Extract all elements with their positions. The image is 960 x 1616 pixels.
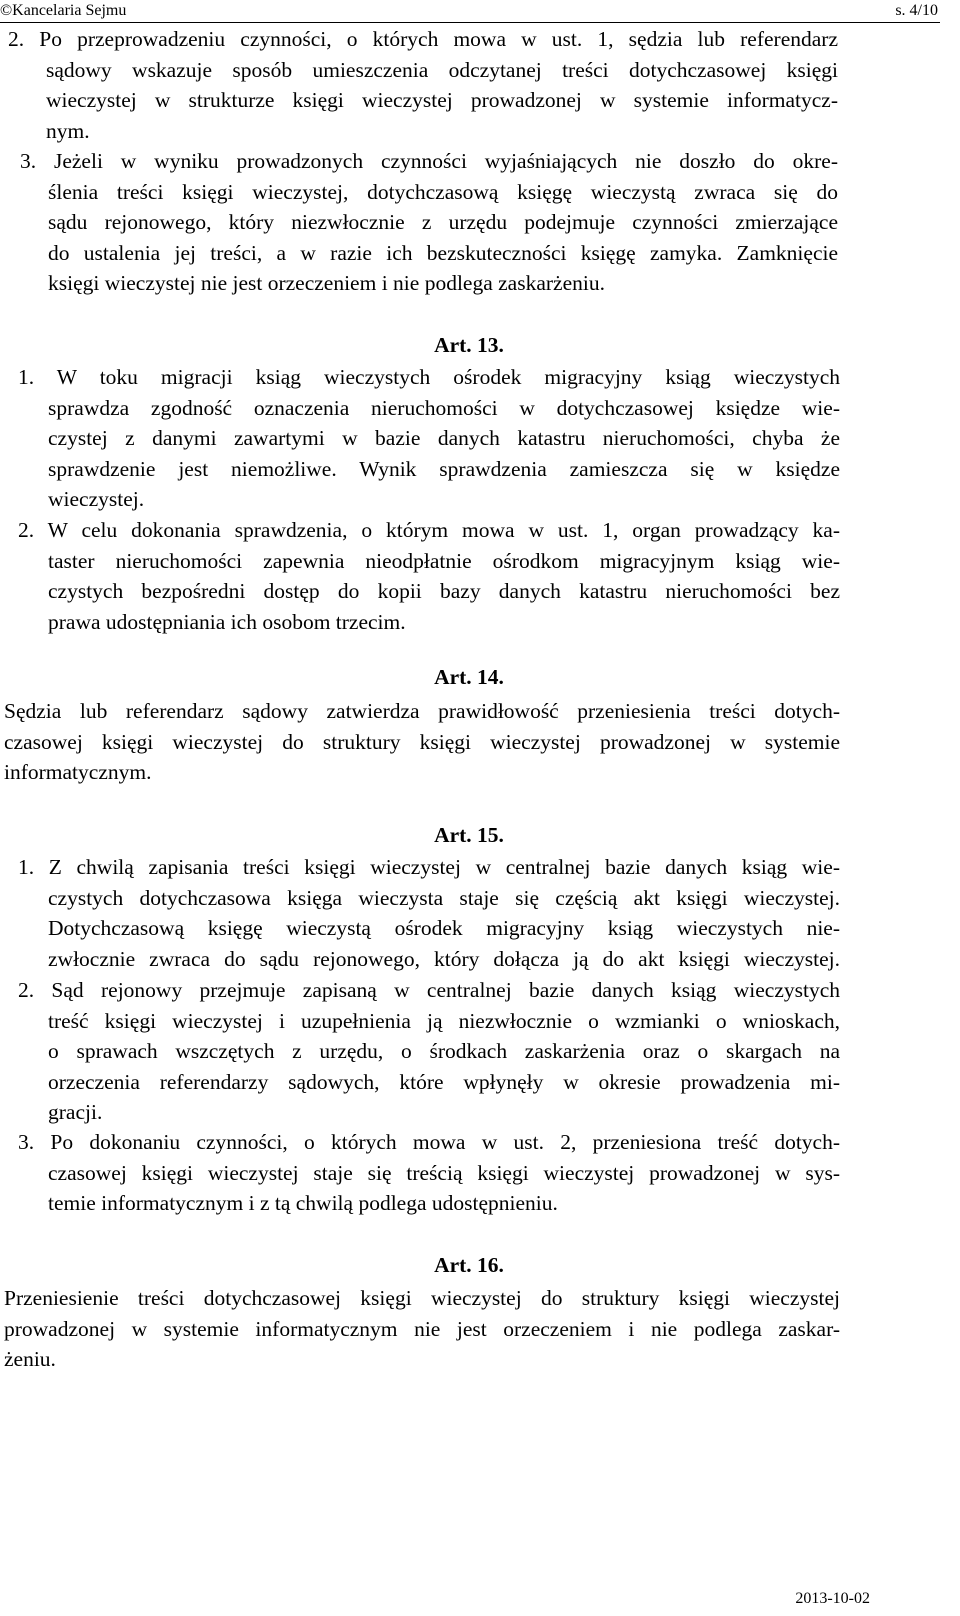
article-13-title: Art. 13. xyxy=(434,333,504,357)
text-line: wieczystej w strukturze księgi wieczystej prowadzonej w systemie informatycz- xyxy=(46,88,838,113)
text-line: żeniu. xyxy=(4,1347,56,1372)
text-line: 1. Z chwilą zapisania treści księgi wieczystej w centralnej bazie danych ksiąg wie- xyxy=(18,855,840,879)
text-line: do ustalenia jej treści, a w razie ich bezskuteczności księgę zamyka. Zamknięcie xyxy=(48,240,838,265)
text-line: temie informatycznym i z tą chwilą podlega udostępnieniu. xyxy=(48,1191,558,1216)
text-line: nym. xyxy=(46,118,90,143)
text-line: 2. W celu dokonania sprawdzenia, o którym mowa w ust. 1, organ prowadzący ka- xyxy=(18,518,840,542)
copyright-label: ©Kancelaria Sejmu xyxy=(0,2,127,19)
article-15-paragraph-3 xyxy=(18,1127,840,1219)
text-line: prowadzonej w systemie informatycznym nie jest orzeczeniem i nie podlega zaskar- xyxy=(4,1316,840,1341)
text-line: sądu rejonowego, który niezwłocznie z urzędu podejmuje czynności zmierzające xyxy=(48,210,838,235)
paragraph-2 xyxy=(8,24,838,146)
header-rule xyxy=(0,22,940,23)
text-line: czasowej księgi wieczystej do struktury księgi wieczystej prowadzonej w systemie xyxy=(4,729,840,754)
text-line: księgi wieczystej nie jest orzeczeniem i nie podlega zaskarżeniu. xyxy=(48,271,605,296)
text-line: taster nieruchomości zapewnia nieodpłatnie ośrodkom migracyjnym ksiąg wie- xyxy=(48,548,840,573)
text-line: zwłocznie zwraca do sądu rejonowego, który dołącza ją do akt księgi wieczystej. xyxy=(48,946,840,971)
article-16-title: Art. 16. xyxy=(434,1253,504,1277)
text-line: prawa udostępniania ich osobom trzecim. xyxy=(48,609,406,634)
article-14-paragraph xyxy=(4,696,840,788)
text-line: czystych dotychczasowa księga wieczysta staje się częścią akt księgi wieczystej. xyxy=(48,885,840,910)
text-line: sprawdza zgodność oznaczenia nieruchomości w dotychczasowej księdze wie- xyxy=(48,395,840,420)
text-line: Przeniesienie treści dotychczasowej księgi wieczystej do struktury księgi wieczystej xyxy=(4,1286,840,1310)
text-line: czystych bezpośredni dostęp do kopii bazy danych katastru nieruchomości bez xyxy=(48,579,840,604)
text-line: Dotychczasową księgę wieczystą ośrodek migracyjny ksiąg wieczystych nie- xyxy=(48,916,840,941)
text-line: ślenia treści księgi wieczystej, dotychczasową księgę wieczystą zwraca się do xyxy=(48,179,838,204)
text-line: informatycznym. xyxy=(4,760,152,785)
text-line: 3. Jeżeli w wyniku prowadzonych czynności wyjaśniających nie doszło do okre- xyxy=(20,149,838,173)
article-15-paragraph-2 xyxy=(18,975,840,1128)
article-13-paragraph-1 xyxy=(18,362,840,515)
article-15-paragraph-1 xyxy=(18,852,840,974)
text-line: o sprawach wszczętych z urzędu, o środkach zaskarżenia oraz o skargach na xyxy=(48,1039,840,1064)
text-line: 2. Sąd rejonowy przejmuje zapisaną w centralnej bazie danych ksiąg wieczystych xyxy=(18,978,840,1002)
text-line: orzeczenia referendarzy sądowych, które wpłynęły w okresie prowadzenia mi- xyxy=(48,1069,840,1094)
text-line: 3. Po dokonaniu czynności, o których mowa w ust. 2, przeniesiona treść dotych- xyxy=(18,1130,840,1154)
article-15-title: Art. 15. xyxy=(434,823,504,847)
page-header xyxy=(0,2,960,22)
page-number: s. 4/10 xyxy=(895,2,938,19)
text-line: 1. W toku migracji ksiąg wieczystych ośrodek migracyjny ksiąg wieczystych xyxy=(18,365,840,389)
article-16-paragraph xyxy=(4,1283,840,1375)
footer-date: 2013-10-02 xyxy=(795,1590,870,1607)
article-14-title: Art. 14. xyxy=(434,665,504,689)
text-line: Sędzia lub referendarz sądowy zatwierdza prawidłowość przeniesienia treści dotych- xyxy=(4,699,840,723)
text-line: wieczystej. xyxy=(48,487,145,512)
article-13-paragraph-2 xyxy=(18,515,840,637)
text-line: gracji. xyxy=(48,1100,103,1125)
text-line: 2. Po przeprowadzeniu czynności, o których mowa w ust. 1, sędzia lub referendarz xyxy=(8,27,838,51)
text-line: sprawdzenie jest niemożliwe. Wynik sprawdzenia zamieszcza się w księdze xyxy=(48,456,840,481)
text-line: czasowej księgi wieczystej staje się treścią księgi wieczystej prowadzonej w sys- xyxy=(48,1160,840,1185)
paragraph-3 xyxy=(18,146,838,299)
text-line: sądowy wskazuje sposób umieszczenia odczytanej treści dotychczasowej księgi xyxy=(46,57,838,82)
text-line: czystej z danymi zawartymi w bazie danych katastru nieruchomości, chyba że xyxy=(48,426,840,451)
text-line: treść księgi wieczystej i uzupełnienia ją niezwłocznie o wzmianki o wnioskach, xyxy=(48,1008,840,1033)
